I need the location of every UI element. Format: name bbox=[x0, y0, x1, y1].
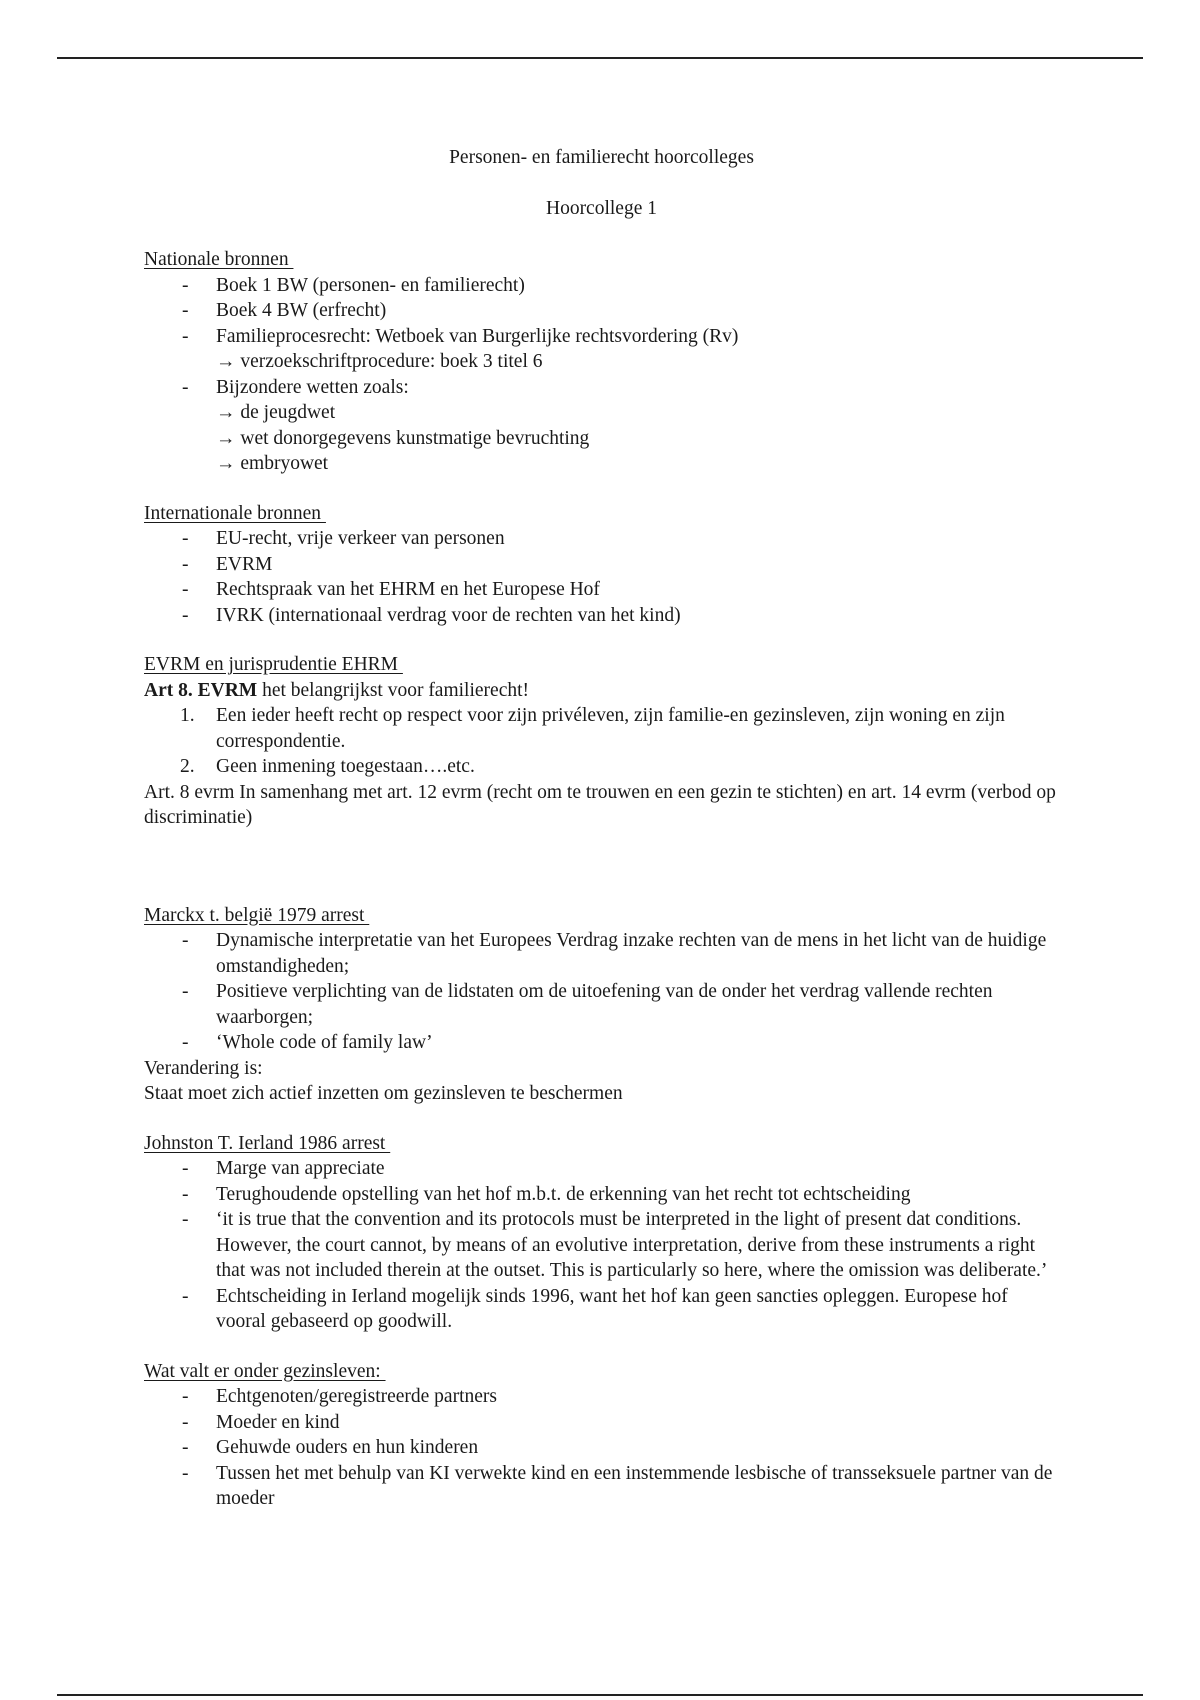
list-nationale bbox=[144, 273, 1059, 477]
list-item-text: Bijzondere wetten zoals: bbox=[216, 376, 409, 398]
list-item-text: IVRK (internationaal verdrag voor de rechten van het kind) bbox=[216, 604, 681, 626]
list-item-text: EU-recht, vrije verkeer van personen bbox=[216, 528, 505, 549]
list-item-text: Echtscheiding in Ierland mogelijk sinds 1996, want het hof kan geen sancties opleggen. Europese hof vooral gebaseerd op goodwill. bbox=[216, 1285, 1008, 1332]
dash-bullet: - bbox=[182, 1285, 189, 1307]
arrow-sub-item: → embryowet bbox=[216, 453, 329, 474]
list-gezinsleven bbox=[144, 1384, 1059, 1512]
dash-bullet: - bbox=[182, 1437, 189, 1458]
list-item bbox=[144, 1461, 1059, 1512]
numbered-item-text: Een ieder heeft recht op respect voor zijn privéleven, zijn familie-en gezinsleven, zijn woning en zijn correspondentie. bbox=[216, 705, 1005, 752]
list-item-text: ‘it is true that the convention and its protocols must be interpreted in the light of present dat conditions. However, the court cannot, by means of an evolutive interpretation, derive from these instruments a right that was not included therein at the outset. This is particularly so here, where the omission was deliberate.’ bbox=[216, 1209, 1048, 1281]
evrm-paragraph: Art. 8 evrm In samenhang met art. 12 evrm (recht om te trouwen en een gezin te stichten) en art. 14 evrm (verbod op discriminatie) bbox=[144, 781, 1056, 828]
arrow-sub-item: → verzoekschriftprocedure: boek 3 titel 6 bbox=[216, 351, 543, 372]
dash-bullet: - bbox=[182, 579, 189, 600]
dash-bullet: - bbox=[182, 553, 189, 575]
numbered-list-evrm bbox=[144, 703, 1059, 780]
list-item-text: Marge van appreciate bbox=[216, 1158, 385, 1179]
section-heading-nationale: Nationale bronnen bbox=[144, 249, 294, 270]
numbered-item bbox=[144, 754, 1059, 780]
dash-bullet: - bbox=[182, 300, 189, 321]
list-item-text: Boek 1 BW (personen- en familierecht) bbox=[216, 274, 525, 296]
section-heading-marckx: Marckx t. belgië 1979 arrest bbox=[144, 904, 370, 926]
list-item bbox=[144, 1156, 1059, 1182]
list-internationale bbox=[144, 526, 1059, 628]
list-item-text: Positieve verplichting van de lidstaten om de uitoefening van de onder het verdrag vallende rechten waarborgen; bbox=[216, 981, 993, 1028]
dash-bullet: - bbox=[182, 1411, 189, 1433]
list-item bbox=[144, 1030, 1059, 1056]
document-body bbox=[144, 140, 1059, 1512]
dash-bullet: - bbox=[182, 1032, 189, 1053]
list-item-text: Familieprocesrecht: Wetboek van Burgerlijke rechtsvordering (Rv) bbox=[216, 325, 739, 347]
dash-bullet: - bbox=[182, 376, 189, 398]
marckx-line-2: Staat moet zich actief inzetten om gezinsleven te beschermen bbox=[144, 1083, 623, 1104]
list-item-text: Boek 4 BW (erfrecht) bbox=[216, 300, 387, 321]
dash-bullet: - bbox=[182, 1386, 189, 1407]
document-title: Personen- en familierecht hoorcolleges bbox=[449, 147, 754, 168]
list-item bbox=[144, 1435, 1059, 1461]
list-item-text: Terughoudende opstelling van het hof m.b.t. de erkenning van het recht tot echtscheiding bbox=[216, 1183, 911, 1205]
top-rule bbox=[57, 57, 1143, 59]
list-item-text: Rechtspraak van het EHRM en het Europese Hof bbox=[216, 579, 600, 600]
dash-bullet: - bbox=[182, 1158, 189, 1179]
dash-bullet: - bbox=[182, 528, 189, 549]
list-item bbox=[144, 1384, 1059, 1410]
dash-bullet: - bbox=[182, 274, 189, 296]
marckx-line-1: Verandering is: bbox=[144, 1057, 263, 1079]
list-item bbox=[144, 577, 1059, 603]
bottom-rule bbox=[57, 1694, 1143, 1696]
art8-bold: Art 8. EVRM bbox=[144, 679, 258, 701]
list-item-text: EVRM bbox=[216, 553, 273, 575]
list-item-text: Moeder en kind bbox=[216, 1411, 340, 1433]
list-item bbox=[144, 552, 1059, 578]
list-item bbox=[144, 298, 1059, 324]
dash-bullet: - bbox=[182, 325, 189, 347]
number-marker: 1. bbox=[180, 705, 195, 726]
numbered-item bbox=[144, 703, 1059, 754]
section-heading-evrm: EVRM en jurisprudentie EHRM bbox=[144, 654, 403, 675]
list-item bbox=[144, 979, 1059, 1030]
dash-bullet: - bbox=[182, 1462, 189, 1484]
list-item-text: ‘Whole code of family law’ bbox=[216, 1032, 433, 1053]
document-subtitle: Hoorcollege 1 bbox=[545, 197, 657, 219]
list-item bbox=[144, 1182, 1059, 1208]
dash-bullet: - bbox=[182, 604, 189, 626]
section-heading-johnston: Johnston T. Ierland 1986 arrest bbox=[144, 1132, 391, 1154]
dash-bullet: - bbox=[182, 981, 189, 1002]
list-item bbox=[144, 928, 1059, 979]
list-item bbox=[144, 603, 1059, 629]
dash-bullet: - bbox=[182, 1209, 189, 1230]
list-item bbox=[144, 324, 1059, 375]
numbered-item-text: Geen inmening toegestaan….etc. bbox=[216, 756, 475, 777]
list-item bbox=[144, 273, 1059, 299]
list-item bbox=[144, 1284, 1059, 1335]
dash-bullet: - bbox=[182, 1183, 189, 1205]
list-item bbox=[144, 375, 1059, 477]
list-johnston bbox=[144, 1156, 1059, 1335]
art8-line bbox=[144, 678, 1059, 704]
list-item-text: Gehuwde ouders en hun kinderen bbox=[216, 1437, 479, 1458]
dash-bullet: - bbox=[182, 930, 189, 951]
art8-rest: het belangrijkst voor familierecht! bbox=[257, 679, 530, 701]
list-item-text: Dynamische interpretatie van het Europees Verdrag inzake rechten van de mens in het licht van de huidige omstandigheden; bbox=[216, 930, 1047, 977]
section-heading-gezinsleven: Wat valt er onder gezinsleven: bbox=[144, 1360, 386, 1382]
arrow-sub-item: → de jeugdwet bbox=[216, 402, 336, 423]
list-item bbox=[144, 526, 1059, 552]
list-item bbox=[144, 1207, 1059, 1284]
list-item-text: Tussen het met behulp van KI verwekte kind en een instemmende lesbische of transseksuele partner van de moeder bbox=[216, 1462, 1053, 1509]
number-marker: 2. bbox=[180, 756, 195, 777]
section-heading-internationale: Internationale bronnen bbox=[144, 502, 326, 524]
list-marckx bbox=[144, 928, 1059, 1056]
list-item bbox=[144, 1410, 1059, 1436]
list-item-text: Echtgenoten/geregistreerde partners bbox=[216, 1386, 497, 1407]
arrow-sub-item: → wet donorgegevens kunstmatige bevruchting bbox=[216, 427, 590, 449]
